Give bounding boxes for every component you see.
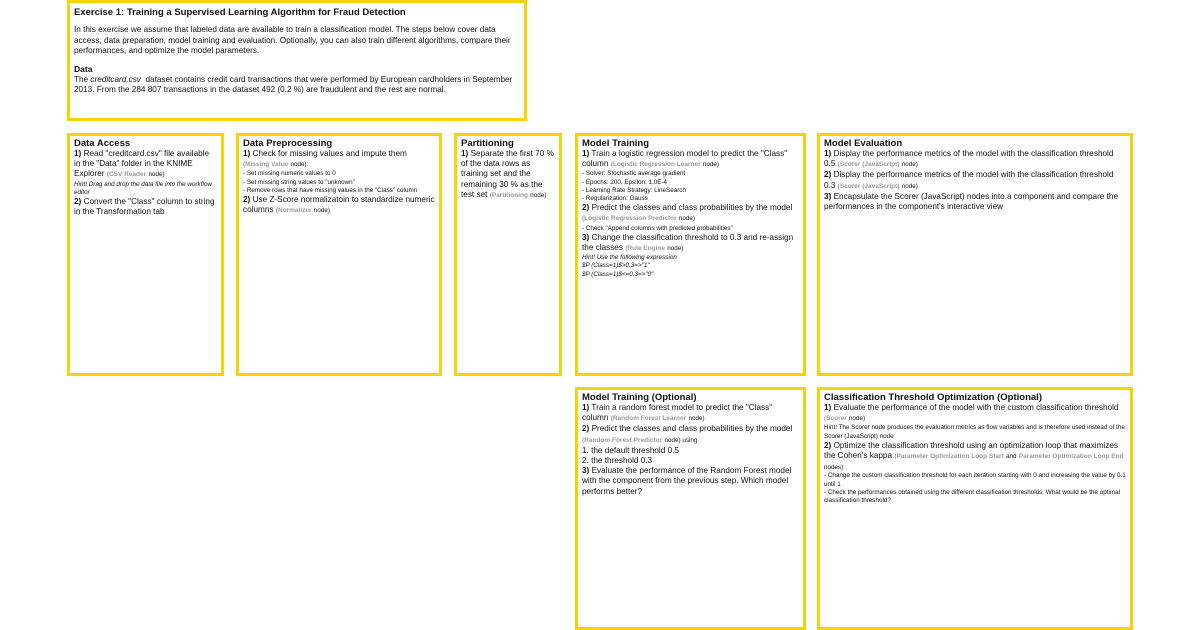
node-suffix: node): [290, 161, 309, 169]
node-suffix: node) [901, 161, 918, 169]
step-text: Encapsulate the Scorer (JavaScript) nodes into a component and compare the performances in the component's interactive view [824, 191, 1119, 212]
node-name: (Normalizer [275, 207, 312, 215]
model-evaluation-box [817, 133, 1133, 376]
training-bullet: - Regularization: Gauss [582, 195, 648, 203]
node-suffix: node) [148, 171, 165, 179]
step-text: Display the performance metrics of the model with the classification threshold 0.5 [824, 149, 1114, 169]
rf-step-3 [582, 466, 799, 497]
training-bullet: - Solver: Stochastic average gradient [582, 170, 686, 178]
partition-step-1 [461, 149, 555, 201]
data-pre: The [74, 74, 89, 84]
training-step-2 [582, 203, 799, 224]
data-heading: Data [74, 63, 93, 74]
step-number: 2) [74, 197, 82, 207]
training-step-1 [582, 149, 799, 170]
access-step-1 [74, 149, 217, 181]
step-number: 1) [582, 149, 590, 158]
node-name: (Scorer (JavaScript) [837, 182, 900, 190]
step-text: Evaluate the performance of the Random Forest model with the component from the previous step. Which model performs better? [582, 466, 792, 496]
training-hint: Hint! Use the following expression [582, 254, 677, 262]
model-training-optional-box [575, 387, 806, 630]
node-suffix: node) [901, 182, 918, 190]
step-number: 1) [824, 149, 832, 158]
step-number: 1) [461, 149, 469, 158]
step-text: Change the classification threshold to 0.3 and re-assign the classes [582, 232, 794, 253]
step-number: 1) [243, 149, 251, 158]
step-text: Predict the classes and class probabilities by the model [591, 424, 793, 434]
step-number: 3) [582, 232, 590, 242]
data-file-name: creditcard.csv [90, 74, 141, 84]
node-suffix: node) [667, 245, 684, 253]
data-preprocessing-box [236, 133, 442, 376]
prep-bullet: - Remove rows that have missing values in the "Class" column [243, 186, 418, 194]
node-suffix: node) [678, 215, 696, 223]
training-step-3 [582, 233, 799, 254]
step-number: 1) [824, 403, 832, 412]
node-name: (Scorer (JavaScript) [837, 161, 900, 169]
step-number: 2) [243, 195, 251, 205]
rf-threshold-line: 2. the threshold 0.3 [582, 456, 653, 466]
data-access-title: Data Access [74, 138, 131, 149]
node-name: Parameter Optimization Loop End [1018, 453, 1124, 461]
step-text: Display the performance metrics of the model with the classification threshold 0.3 [824, 170, 1114, 190]
step-text: Train a random forest model to predict the "Class" column [582, 403, 773, 423]
node-suffix: nodes) [824, 464, 844, 472]
step-text: Convert the "Class" column to string in the Transformation tab [74, 197, 215, 217]
node-name: (Partitioning [489, 191, 528, 199]
access-hint: Hint! Drag and drop the data file into the workflow editor [74, 180, 212, 196]
model-training-box [575, 133, 806, 376]
evaluation-step-3 [824, 192, 1126, 212]
rf-step-1 [582, 403, 799, 424]
step-text: Train a logistic regression model to predict the "Class" column [582, 149, 788, 169]
data-access-box [67, 133, 224, 376]
step-text: Use Z-Score normalizatoin to standardize numeric columns [243, 195, 435, 215]
model-training-optional-title: Model Training (Optional) [582, 392, 697, 403]
threshold-step-2 [824, 441, 1126, 473]
threshold-step-1 [824, 403, 1126, 424]
node-name: (Logistic Regression Learner [610, 161, 701, 169]
node-name: (Rule Engine [625, 245, 665, 253]
training-bullet: - Check "Append columns with predicted probabilities" [582, 224, 733, 232]
intro-box [67, 0, 527, 121]
partitioning-box [454, 133, 562, 376]
step-number: 2) [582, 424, 590, 434]
step-number: 1) [582, 403, 590, 412]
prep-step-1 [243, 149, 435, 170]
evaluation-step-2 [824, 170, 1126, 191]
rf-threshold-line: 1. the default threshold 0.5 [582, 445, 679, 455]
training-expression: $P (Class=1)$<=0.3=>"0" [582, 270, 654, 278]
node-name: (Parameter Optimization Loop Start [894, 453, 1004, 461]
node-name: (Missing Value [243, 161, 289, 169]
node-suffix: node) using [664, 436, 698, 444]
node-name: (Random Forest Learner [610, 415, 687, 423]
evaluation-step-1 [824, 149, 1126, 170]
step-text: Predict the classes and class probabilities by the model [591, 203, 793, 213]
training-bullet: - Learning Rate Strategy: LineSearch [582, 186, 686, 194]
prep-step-2 [243, 195, 435, 216]
training-bullet: - Epochs: 200, Epsilon: 1.0E-4 [582, 178, 668, 186]
node-name: (Logistic Regression Predictor [582, 215, 677, 223]
training-expression: $P (Class=1)$>0.3=>"1" [582, 262, 650, 270]
threshold-hint: Hint! The Scorer node produces the evaluation metrics as flow variables and is therefore used instead of the Scorer (JavaScript) node [824, 424, 1125, 440]
data-preprocessing-title: Data Preprocessing [243, 138, 333, 149]
node-suffix: node) [688, 415, 705, 423]
node-suffix: node) [849, 415, 866, 423]
data-post: dataset contains credit card transactions that were performed by European cardholders in September 2013. From the 284 807 transactions in the dataset 492 (0.2 %) are fraudulent and the rest are normal. [74, 74, 513, 94]
rf-step-2 [582, 424, 799, 445]
model-evaluation-title: Model Evaluation [824, 138, 903, 149]
threshold-optimization-box [817, 387, 1133, 630]
data-description [74, 75, 520, 96]
node-connector: and [1006, 453, 1017, 461]
step-text: Optimize the classification threshold using an optimization loop that maximizes the Cohen's kappa [824, 440, 1118, 461]
model-training-title: Model Training [582, 138, 650, 149]
prep-bullet: - Set missing numeric values to 0 [243, 170, 336, 178]
step-text: Read "creditcard.csv" file available in the "Data" folder in the KNIME Explorer [74, 149, 210, 179]
node-name: (CSV Reader [106, 171, 147, 179]
threshold-bullet: - Change the custom classification threshold for each iteration starting with 0 and increasing the value by 0.1 until 1 [824, 472, 1126, 488]
exercise-title: Exercise 1: Training a Supervised Learning Algorithm for Fraud Detection [74, 7, 406, 18]
node-name: (Scorer [824, 415, 847, 423]
node-name: (Random Forest Predictor [582, 436, 663, 444]
node-suffix: node) [702, 161, 720, 169]
intro-text: In this exercise we assume that labeled data are available to train a classification model. The steps below cover data access, data preparation, model training and evaluation. Optionally, you can also train different algorithms, compare their performances, and optimize the model parameters. [74, 25, 511, 55]
node-suffix: node) [313, 207, 330, 215]
step-number: 3) [582, 466, 590, 476]
threshold-bullet: - Check the performances obtained using the different classification thresholds. What would be the optimal classification threshold? [824, 488, 1120, 505]
step-number: 2) [582, 203, 590, 213]
access-step-2 [74, 197, 217, 217]
step-text: Separate the first 70 % of the data rows as training set and the remaining 30 % as the test set [461, 149, 554, 199]
threshold-optimization-title: Classification Threshold Optimization (Optional) [824, 392, 1042, 403]
partitioning-title: Partitioning [461, 138, 514, 149]
step-number: 1) [74, 149, 82, 158]
prep-bullet: - Set missing string values to "unknown" [243, 178, 355, 186]
step-text: Check for missing values and impute them [252, 149, 407, 158]
step-text: Evaluate the performance of the model with the custom classification threshold [833, 403, 1119, 412]
step-number: 3) [824, 191, 832, 201]
node-suffix: node) [530, 191, 547, 199]
step-number: 2) [824, 440, 832, 450]
step-number: 2) [824, 170, 832, 180]
